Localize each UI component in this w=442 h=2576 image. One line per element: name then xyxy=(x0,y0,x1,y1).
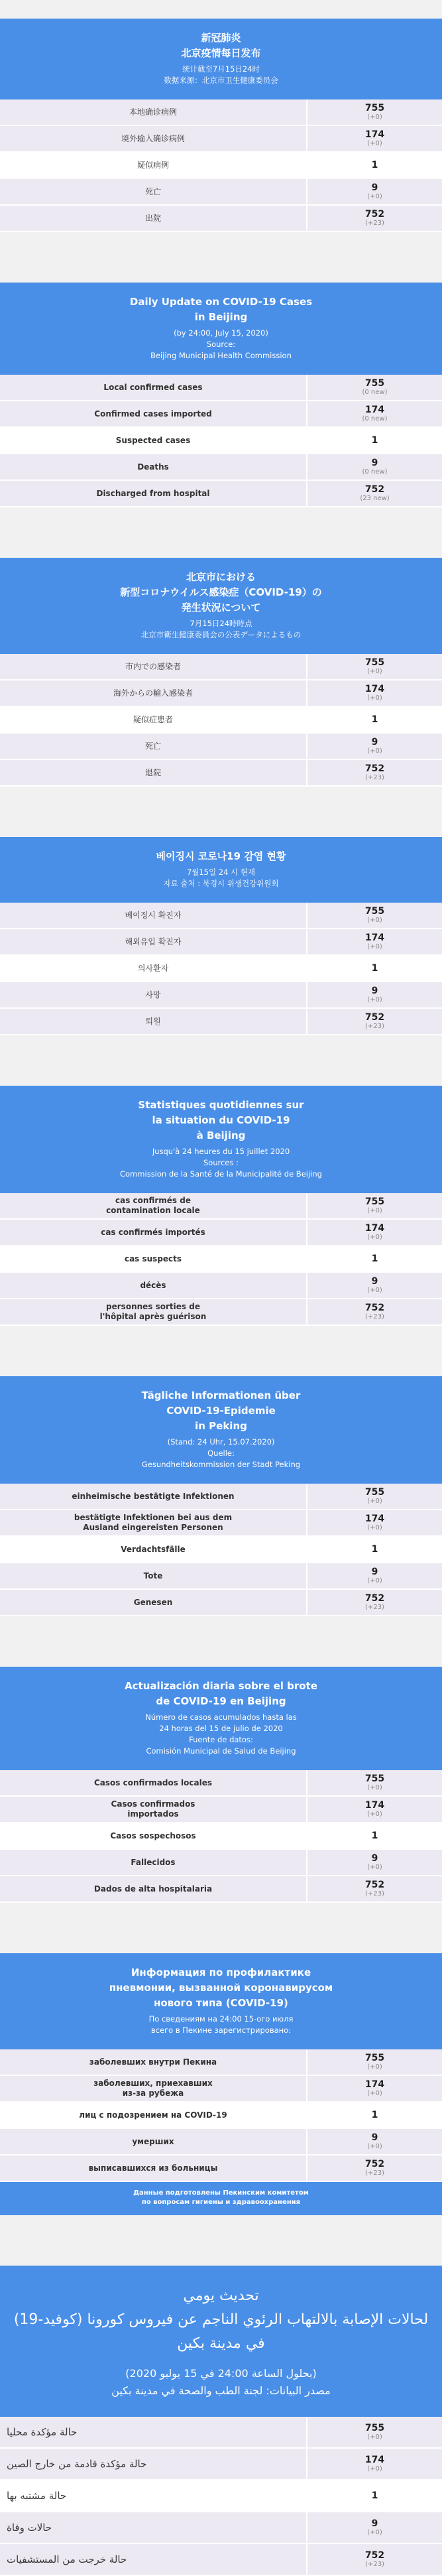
row-value-cell xyxy=(307,153,442,178)
row-label: 해외유입 확진자 xyxy=(0,929,307,954)
card-title: 北京市における 新型コロナウイルス感染症（COVID-19）の 発生状況について xyxy=(120,571,322,613)
stat-row xyxy=(0,982,442,1009)
row-label: 境外输入确诊病例 xyxy=(0,126,307,151)
row-value: 752 xyxy=(364,1012,385,1023)
stat-row xyxy=(0,1009,442,1035)
row-delta: (+0) xyxy=(367,113,382,121)
row-delta: (+23) xyxy=(365,2561,384,2568)
row-value-cell xyxy=(307,956,442,981)
card-title: 新冠肺炎 北京疫情每日发布 xyxy=(181,32,261,59)
row-delta: (+23) xyxy=(365,1604,384,1611)
row-label: 疑似症患者 xyxy=(0,707,307,732)
row-value: 9 xyxy=(371,182,378,193)
card-subtitle: Número de casos acumulados hasta las 24 horas del 15 de julio de 2020 Fuente de datos: Comisión Municipal de Salud de Beijing xyxy=(145,1712,297,1756)
row-value-cell xyxy=(307,1797,442,1822)
row-value: 752 xyxy=(364,763,385,774)
row-value-cell xyxy=(307,2102,442,2128)
row-value-cell xyxy=(307,654,442,679)
row-label: Tote xyxy=(0,1563,307,1588)
row-label: Local confirmed cases xyxy=(0,375,307,400)
row-value-cell xyxy=(307,1823,442,1848)
row-delta: (+23) xyxy=(365,1890,384,1898)
row-value: 755 xyxy=(364,1773,385,1784)
row-value: 174 xyxy=(364,684,385,694)
row-delta: (+0) xyxy=(367,2433,382,2441)
row-label: 海外からの輸入感染者 xyxy=(0,680,307,706)
stat-row xyxy=(0,929,442,956)
row-label: Fallecidos xyxy=(0,1850,307,1875)
row-value-cell xyxy=(307,1220,442,1245)
row-value-cell xyxy=(307,734,442,759)
row-label: Discharged from hospital xyxy=(0,481,307,506)
row-value-cell xyxy=(307,707,442,732)
card-header xyxy=(0,558,442,654)
row-value-cell xyxy=(307,1246,442,1271)
update-card-russian xyxy=(0,1953,442,2215)
row-value: 1 xyxy=(371,963,378,974)
row-value-cell xyxy=(307,206,442,231)
row-value-cell xyxy=(307,1876,442,1901)
row-value-cell xyxy=(307,903,442,928)
row-label: حالة مؤكدة قادمة من خارج الصين xyxy=(0,2449,307,2479)
row-label: выписавшихся из больницы xyxy=(0,2156,307,2181)
row-label: Verdachtsfälle xyxy=(0,1537,307,1562)
card-subtitle: 7월15일 24 시 현재 자료 출처 : 북경시 위생건강위원회 xyxy=(163,868,279,888)
row-value: 1 xyxy=(371,2490,378,2501)
row-label: 疑似病例 xyxy=(0,153,307,178)
row-value: 1 xyxy=(371,1544,378,1555)
card-title: Tägliche Informationen über COVID-19-Epidemie in Peking xyxy=(141,1389,301,1432)
row-label: Dados de alta hospitalaria xyxy=(0,1876,307,1901)
row-label: حالة مشتبه بها xyxy=(0,2480,307,2511)
row-delta: (+0) xyxy=(367,694,382,702)
row-value-cell xyxy=(307,2449,442,2479)
row-value-cell xyxy=(307,1537,442,1562)
row-value-cell xyxy=(307,1590,442,1615)
row-label: 베이징시 확진자 xyxy=(0,903,307,928)
card-subtitle: (بحلول الساعة 24:00 في 15 يوليو 2020) مصدر البيانات: لجنة الطب والصحة في مدينة بكين xyxy=(111,2367,331,2397)
row-delta: (+0) xyxy=(367,1577,382,1584)
row-value-cell xyxy=(307,929,442,954)
row-value: 755 xyxy=(364,657,385,668)
update-card-spanish xyxy=(0,1667,442,1903)
row-value-cell xyxy=(307,2544,442,2575)
row-value-cell xyxy=(307,680,442,706)
card-footer-note: Данные подготовлены Пекинским комитетом по вопросам гигиены и здравоохранения xyxy=(0,2182,442,2215)
card-title: تحديث يومي لحالات الإصابة بالالتهاب الرئوي الناجم عن فيروس كورونا (كوفيد-19) في مدينة بكين xyxy=(13,2287,429,2352)
row-label: Suspected cases xyxy=(0,428,307,453)
row-delta: (+0) xyxy=(367,747,382,755)
row-label: лиц с подозрением на COVID-19 xyxy=(0,2102,307,2128)
row-value-cell xyxy=(307,2156,442,2181)
row-value: 752 xyxy=(364,2550,385,2561)
stat-row xyxy=(0,454,442,481)
row-delta: (+0) xyxy=(367,1784,382,1791)
stat-row xyxy=(0,1563,442,1590)
stat-row xyxy=(0,126,442,153)
row-value: 752 xyxy=(364,209,385,220)
row-delta: (+23) xyxy=(365,220,384,227)
update-card-english xyxy=(0,283,442,507)
row-delta: (+0) xyxy=(367,1207,382,1214)
stat-row xyxy=(0,1246,442,1273)
update-card-japanese xyxy=(0,558,442,787)
card-header xyxy=(0,1376,442,1484)
row-label: حالات وفاة xyxy=(0,2512,307,2543)
row-delta: (+0) xyxy=(367,1234,382,1241)
stat-row xyxy=(0,99,442,126)
row-delta: (+0) xyxy=(367,193,382,200)
row-delta: (+23) xyxy=(365,774,384,781)
stat-row xyxy=(0,1220,442,1246)
row-label: 出院 xyxy=(0,206,307,231)
row-value: 9 xyxy=(371,1853,378,1864)
row-value-cell xyxy=(307,2512,442,2543)
card-subtitle: По сведениям на 24:00 15-ого июля всего в Пекине зарегистрировано: xyxy=(148,2014,294,2035)
row-label: Confirmed cases imported xyxy=(0,401,307,426)
row-delta: (0 new) xyxy=(362,415,388,422)
row-delta: (+0) xyxy=(367,2063,382,2071)
card-header xyxy=(0,1667,442,1770)
stat-row xyxy=(0,2049,442,2076)
stat-row xyxy=(0,707,442,734)
row-label: заболевших, приехавших из-за рубежа xyxy=(0,2076,307,2101)
stat-row xyxy=(0,2449,442,2480)
row-label: 사망 xyxy=(0,982,307,1007)
row-value: 174 xyxy=(364,2455,385,2465)
row-value: 755 xyxy=(364,103,385,113)
row-label: заболевших внутри Пекина xyxy=(0,2049,307,2075)
card-title: Информация по профилактике пневмонии, вызванной коронавирусом нового типа (COVID-19) xyxy=(109,1966,333,2009)
row-value: 752 xyxy=(364,484,385,495)
row-label: Casos confirmados importados xyxy=(0,1797,307,1822)
row-value: 174 xyxy=(364,1223,385,1234)
row-value: 755 xyxy=(364,2053,385,2063)
stat-row xyxy=(0,1537,442,1563)
row-label: حالة خرجت من المستشفيات xyxy=(0,2544,307,2575)
card-subtitle: Jusqu'à 24 heures du 15 juillet 2020 Sources : Commission de la Santé de la Municipalité de Beijing xyxy=(120,1147,322,1179)
card-header xyxy=(0,1953,442,2049)
row-delta: (+23) xyxy=(365,1023,384,1030)
row-value-cell xyxy=(307,401,442,426)
row-label: Deaths xyxy=(0,454,307,480)
card-subtitle: 统计截至7月15日24时 数据来源：北京市卫生健康委员会 xyxy=(164,64,278,85)
stat-row xyxy=(0,179,442,206)
stat-row xyxy=(0,1193,442,1220)
row-value: 1 xyxy=(371,1831,378,1841)
row-value-cell xyxy=(307,99,442,125)
row-value-cell xyxy=(307,454,442,480)
row-delta: (0 new) xyxy=(362,389,388,396)
row-label: 死亡 xyxy=(0,734,307,759)
row-value-cell xyxy=(307,1770,442,1795)
stat-row xyxy=(0,1590,442,1616)
row-value-cell xyxy=(307,481,442,506)
card-header xyxy=(0,283,442,375)
row-value: 1 xyxy=(371,2110,378,2120)
update-card-chinese xyxy=(0,19,442,232)
row-value-cell xyxy=(307,1484,442,1509)
row-delta: (+0) xyxy=(367,1864,382,1871)
row-delta: (+0) xyxy=(367,996,382,1003)
row-delta: (+0) xyxy=(367,140,382,147)
row-value: 1 xyxy=(371,714,378,725)
row-value-cell xyxy=(307,2049,442,2075)
row-delta: (+0) xyxy=(367,1287,382,1294)
stat-row xyxy=(0,2102,442,2129)
row-label: Casos confirmados locales xyxy=(0,1770,307,1795)
row-value: 9 xyxy=(371,737,378,747)
card-header xyxy=(0,19,442,99)
row-value: 174 xyxy=(364,129,385,140)
row-value: 9 xyxy=(371,2518,378,2529)
row-delta: (+0) xyxy=(367,2529,382,2536)
row-label: Genesen xyxy=(0,1590,307,1615)
card-header xyxy=(0,837,442,903)
row-value-cell xyxy=(307,1193,442,1218)
row-value: 9 xyxy=(371,458,378,468)
update-card-french xyxy=(0,1086,442,1326)
row-value-cell xyxy=(307,428,442,453)
row-label: 퇴원 xyxy=(0,1009,307,1034)
row-value-cell xyxy=(307,1850,442,1875)
row-label: حالة مؤكدة محليا xyxy=(0,2417,307,2447)
row-value: 1 xyxy=(371,1254,378,1264)
stat-row xyxy=(0,2417,442,2449)
card-header xyxy=(0,1086,442,1193)
card-header xyxy=(0,2266,442,2417)
row-value: 755 xyxy=(364,1196,385,1207)
row-value: 9 xyxy=(371,1567,378,1577)
card-subtitle: (by 24:00, July 15, 2020) Source: Beijing Municipal Health Commission xyxy=(150,328,292,360)
row-delta: (+0) xyxy=(367,2465,382,2473)
row-delta: (+0) xyxy=(367,668,382,675)
stat-row xyxy=(0,1299,442,1326)
stat-row xyxy=(0,734,442,760)
row-value-cell xyxy=(307,982,442,1007)
stat-row xyxy=(0,481,442,507)
stat-row xyxy=(0,1876,442,1903)
row-value-cell xyxy=(307,2076,442,2101)
stat-row xyxy=(0,1823,442,1850)
stat-row xyxy=(0,2480,442,2512)
row-delta: (+0) xyxy=(367,1524,382,1531)
stat-row xyxy=(0,2544,442,2576)
row-delta: (+0) xyxy=(367,917,382,924)
stat-row xyxy=(0,206,442,232)
row-value-cell xyxy=(307,760,442,785)
row-value: 174 xyxy=(364,2079,385,2090)
row-delta: (+0) xyxy=(367,2090,382,2097)
row-value: 174 xyxy=(364,933,385,943)
row-value: 755 xyxy=(364,906,385,917)
stat-row xyxy=(0,375,442,401)
row-value: 752 xyxy=(364,1303,385,1313)
row-label: умерших xyxy=(0,2129,307,2154)
row-label: personnes sorties de l'hôpital après guérison xyxy=(0,1299,307,1324)
stat-row xyxy=(0,956,442,982)
row-value: 752 xyxy=(364,1880,385,1890)
stat-row xyxy=(0,1850,442,1876)
row-value: 9 xyxy=(371,1276,378,1287)
stat-row xyxy=(0,401,442,428)
row-delta: (+0) xyxy=(367,2143,382,2150)
row-value: 174 xyxy=(364,1800,385,1811)
row-delta: (23 new) xyxy=(360,495,390,502)
row-value: 755 xyxy=(364,2423,385,2433)
row-label: 本地确诊病例 xyxy=(0,99,307,125)
card-subtitle: 7月15日24時時点 北京市衛生健康委員会の公表データによるもの xyxy=(140,619,302,639)
row-value-cell xyxy=(307,375,442,400)
row-label: 退院 xyxy=(0,760,307,785)
row-label: 市内での感染者 xyxy=(0,654,307,679)
row-value-cell xyxy=(307,2129,442,2154)
card-title: Daily Update on COVID-19 Cases in Beijing xyxy=(129,296,313,323)
stat-row xyxy=(0,903,442,929)
stat-row xyxy=(0,1797,442,1823)
row-label: cas confirmés importés xyxy=(0,1220,307,1245)
stat-row xyxy=(0,680,442,707)
row-value: 9 xyxy=(371,986,378,996)
row-value: 752 xyxy=(364,2159,385,2169)
row-value: 1 xyxy=(371,435,378,446)
card-title: Statistiques quotidiennes sur la situation du COVID-19 à Beijing xyxy=(138,1099,304,1141)
row-value: 174 xyxy=(364,1513,385,1524)
row-label: Casos sospechosos xyxy=(0,1823,307,1848)
row-value: 755 xyxy=(364,1487,385,1498)
stat-row xyxy=(0,428,442,454)
row-label: cas confirmés de contamination locale xyxy=(0,1193,307,1218)
update-card-arabic xyxy=(0,2266,442,2576)
row-value-cell xyxy=(307,1299,442,1324)
stat-row xyxy=(0,2129,442,2156)
row-label: 의사환자 xyxy=(0,956,307,981)
row-label: cas suspects xyxy=(0,1246,307,1271)
row-value: 1 xyxy=(371,160,378,170)
row-label: décès xyxy=(0,1273,307,1298)
row-delta: (0 new) xyxy=(362,468,388,476)
stat-row xyxy=(0,2076,442,2102)
row-label: 死亡 xyxy=(0,179,307,204)
stat-row xyxy=(0,2156,442,2182)
row-value-cell xyxy=(307,126,442,151)
row-value-cell xyxy=(307,2417,442,2447)
update-card-german xyxy=(0,1376,442,1616)
row-value-cell xyxy=(307,1563,442,1588)
row-label: bestätigte Infektionen bei aus dem Ausland eingereisten Personen xyxy=(0,1510,307,1535)
stat-row xyxy=(0,1770,442,1797)
row-value: 752 xyxy=(364,1593,385,1604)
card-title: Actualización diaria sobre el brote de COVID-19 en Beijing xyxy=(125,1680,317,1707)
row-value-cell xyxy=(307,1510,442,1535)
row-value-cell xyxy=(307,1273,442,1298)
row-value-cell xyxy=(307,2480,442,2511)
row-value-cell xyxy=(307,179,442,204)
row-delta: (+23) xyxy=(365,1313,384,1320)
row-delta: (+0) xyxy=(367,1811,382,1818)
row-value-cell xyxy=(307,1009,442,1034)
stat-row xyxy=(0,1510,442,1537)
row-delta: (+0) xyxy=(367,1498,382,1505)
stat-row xyxy=(0,1484,442,1510)
row-value: 174 xyxy=(364,405,385,415)
row-delta: (+23) xyxy=(365,2169,384,2177)
card-subtitle: (Stand: 24 Uhr, 15.07.2020) Quelle: Gesundheitskommission der Stadt Peking xyxy=(141,1437,301,1469)
stat-row xyxy=(0,654,442,680)
row-delta: (+0) xyxy=(367,943,382,950)
row-value: 755 xyxy=(364,378,385,389)
stat-row xyxy=(0,1273,442,1299)
card-title: 베이징시 코로나19 감염 현황 xyxy=(156,850,286,862)
row-label: einheimische bestätigte Infektionen xyxy=(0,1484,307,1509)
update-card-korean xyxy=(0,837,442,1035)
stat-row xyxy=(0,153,442,179)
stat-row xyxy=(0,2512,442,2544)
row-value: 9 xyxy=(371,2132,378,2143)
stat-row xyxy=(0,760,442,787)
